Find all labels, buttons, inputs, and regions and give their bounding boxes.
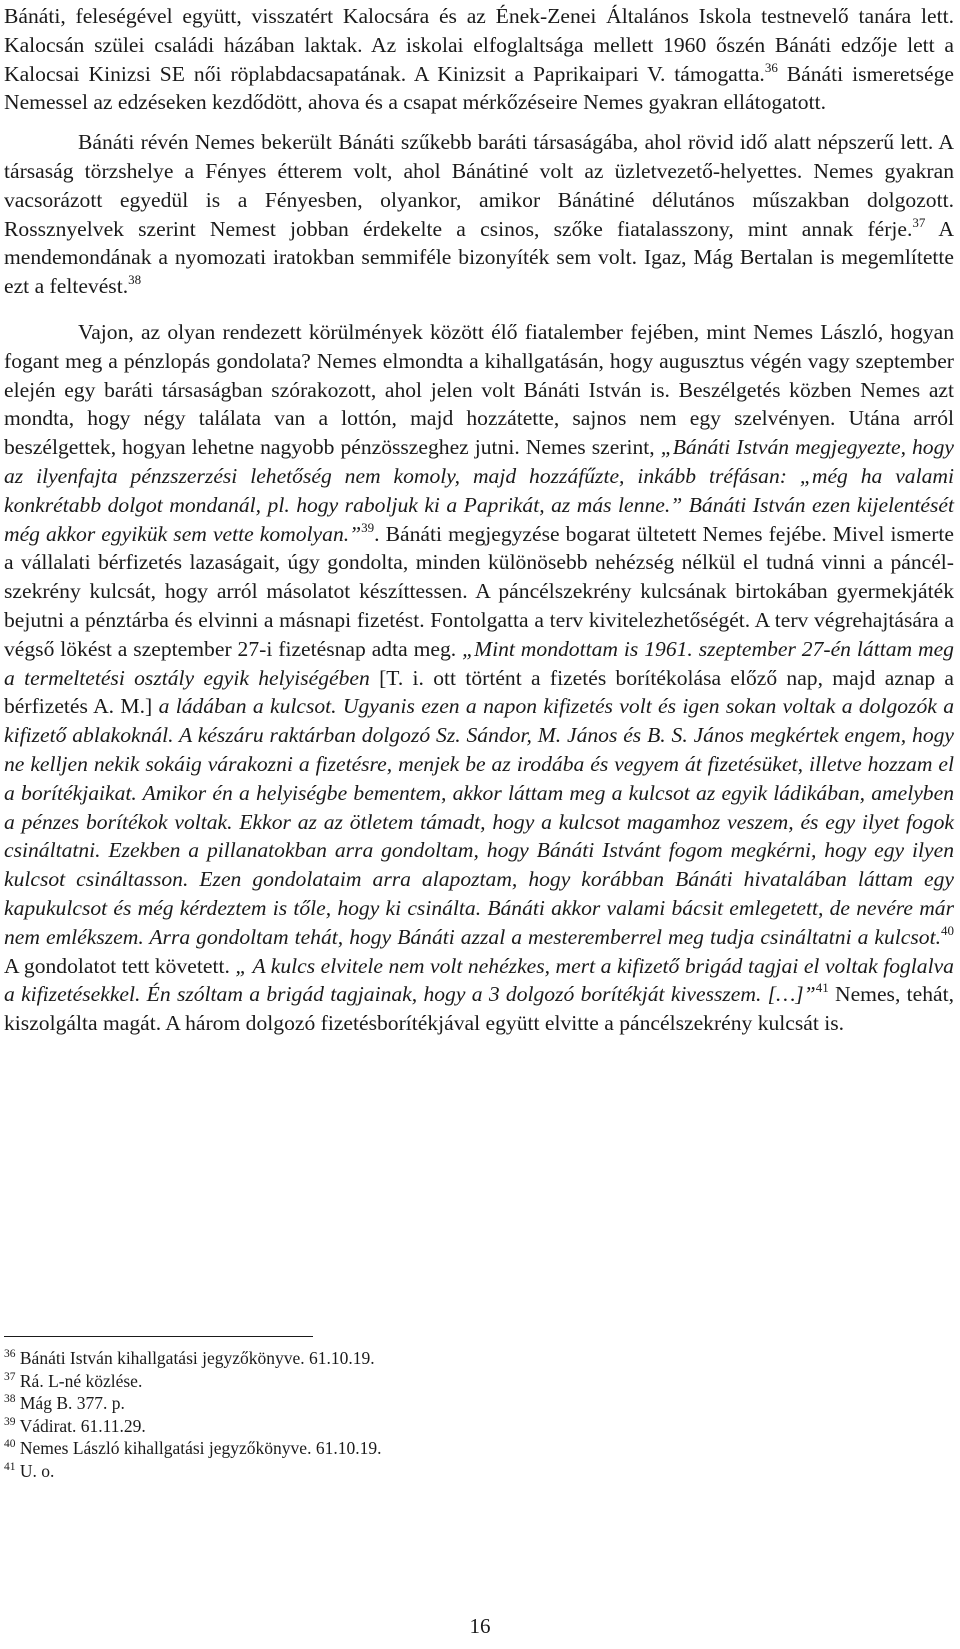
footnote-text: Vádirat. 61.11.29. bbox=[19, 1415, 146, 1436]
paragraph bbox=[4, 2, 954, 117]
footnote-item bbox=[4, 1437, 704, 1460]
footnote-text: Bánáti István kihallgatási jegyzőkönyve. 61.10.19. bbox=[19, 1348, 375, 1368]
footnote-text: Rá. L-né közlése. bbox=[19, 1370, 143, 1391]
footnote-reference: 40 bbox=[941, 922, 954, 938]
quoted-text: „Bánáti István megjegyezte, hogy az ilyenfajta pénzszerzési lehetőség nem komoly, majd hozzáfűzte, inkább tréfásan: „még ha valami konkrétabb dolgot mondanál, pl. hogy raboljuk ki a Paprikát, az más lenne.” Bánáti István ezen kijelentését még akkor egyikük sem vette komolyan.” bbox=[4, 435, 954, 546]
text-run: Vajon, az olyan rendezett körülmények között élő fiatalember fejében, mint Nemes László, hogyan fogant meg a pénzlopás gondolata? Nemes elmondta a kihallgatásán, hogy augusztus végén vagy szeptember elején egy baráti társaságban szórakozott, ahol jelen volt Bánáti István is. Beszélgetés közben Nemes azt mondta, hogy négy találata van a lottón, majd hozzátette, sajnos nem egy szelvényen. Utána arról beszélgettek, hogyan lehetne nagyobb pénzösszeghez jutni. Nemes szerint, bbox=[4, 319, 954, 460]
footnote-number: 37 bbox=[4, 1370, 16, 1383]
text-run: [T. i. ott történt a fizetés borítékolása előző nap, majd aznap a bérfizetés A. M.] bbox=[4, 665, 955, 719]
footnote-text: Nemes László kihallgatási jegyzőkönyve. 61.10.19. bbox=[19, 1438, 382, 1459]
quoted-text: „ A kulcs elvitele nem volt nehézkes, mert a kifizető brigád tagjai el voltak foglalva a kifizetésekkel. Én szóltam a brigád tagjainak, hogy a 3 dolgozó borítékját kivesszem. […]” bbox=[4, 953, 954, 1007]
text-run: . Bánáti megjegyzése bogarat ültetett Nemes fejébe. Mivel ismerte a vállalati bérfizetés lazaságait, úgy gondolta, minden különösebb nehézség nélkül el tudná vinni a páncélszekrény kulcsát, hogy arról másolatot készíttessen. A páncélszekrény kulcsának birtokában gyermekjáték bejutni a pénztárba és elvinni a másnapi fizetést. Fontolgatta a terv kivitelezhetőségét. A terv végrehajtására a végső lökést a szeptember 27-i fizetésnap adta meg. bbox=[4, 521, 954, 661]
footnote-item bbox=[4, 1370, 704, 1393]
footnote-reference: 39 bbox=[361, 519, 375, 535]
footnote-item bbox=[4, 1460, 704, 1483]
footnote-item bbox=[4, 1415, 704, 1438]
footnote-number: 39 bbox=[4, 1415, 16, 1428]
text-run: A mendemondának a nyomozati iratokban semmiféle bizonyíték sem volt. Igaz, Mág Bertalan is megemlítette ezt a feltevést. bbox=[4, 216, 954, 299]
quoted-text: „Mint mondottam is 1961. szeptember 27-én láttam meg a termeltetési osztály egyik helyiségében bbox=[4, 636, 954, 690]
text-run: Bánáti, feleségével együtt, visszatért Kalocsára és az Ének-Zenei Általános Iskola testnevelő tanára lett. Kalocsán szülei családi házában laktak. Az iskolai elfoglaltsága mellett 1960 őszén Bánáti edzője lett a Kalocsai Kinizsi SE női röplabdacsapatának. A Kinizsit a Paprikaipari V. támogatta. bbox=[4, 4, 954, 86]
footnote-separator bbox=[4, 1336, 313, 1337]
text-run: Nemes, tehát, kiszolgálta magát. A három dolgozó fizetésborítékjával együtt elvitte a páncélszekrény kulcsát is. bbox=[4, 982, 954, 1036]
text-run: Bánáti ismeretsége Nemessel az edzéseken kezdődött, ahova és a csapat mérkőzéseire Nemes gyakran ellátogatott. bbox=[4, 61, 954, 115]
footnote-number: 41 bbox=[4, 1460, 16, 1473]
footnote-reference: 36 bbox=[764, 59, 778, 75]
paragraph bbox=[4, 128, 954, 301]
footnote-reference: 37 bbox=[912, 214, 926, 230]
body-text bbox=[4, 2, 954, 1038]
text-run: Bánáti révén Nemes bekerült Bánáti szűkebb baráti társaságába, ahol rövid idő alatt népszerű lett. A társaság törzshelye a Fényes étterem volt, ahol Bánátiné volt az üzletvezető-helyettes. Nemes gyakran vacsorázott egyedül is a Fényesben, olyankor, amikor Bánátiné délutános műszakban dolgozott. Rossznyelvek szerint Nemest jobban érdekelte a csinos, szőke fiatalasszony, mint annak férje. bbox=[4, 130, 954, 241]
quoted-text: a ládában a kulcsot. Ugyanis ezen a napon kifizetés volt és igen sokan voltak a dolgozók a kifizető ablakoknál. A készáru raktárban dolgozó Sz. Sándor, M. János és B. S. János megkértek engem, hogy ne kelljen nekik sokáig várakozni a fizetésre, menjek be az irodába és vegyem át fizetésüket, illetve hozzam el a borítékjaikat. Amikor én a helyiségbe bementem, akkor láttam meg a kulcsot az egyik ládikában, amelyben a pénzes borítékok voltak. Ekkor az az ötletem támadt, hogy a kulcsot magamhoz veszem, és egy ilyet fogok csináltatni. Ezekben a pillanatokban arra gondoltam, hogy Bánáti Istvánt fogom megkérni, hogy egy ilyen kulcsot csináltasson. Ezen gondolataim arra alapoztam, hogy korábban Bánáti hivatalában láttam egy kapukulcsot és még kérdeztem is tőle, hogy ki csinálta. Bánáti akkor valami bácsit emlegetett, de nevére már nem emlékszem. Arra gondoltam tehát, hogy Bánáti azzal a mesteremberrel meg tudja csináltatni a kulcsot. bbox=[4, 694, 954, 949]
footnote-reference: 41 bbox=[815, 980, 829, 996]
footnote-number: 36 bbox=[4, 1348, 16, 1360]
footnote-reference: 38 bbox=[128, 272, 142, 288]
footnote-item bbox=[4, 1392, 704, 1415]
paragraph bbox=[4, 318, 954, 1038]
footnotes bbox=[4, 1347, 704, 1483]
page-number: 16 bbox=[469, 1614, 491, 1638]
footnote-number: 40 bbox=[4, 1438, 16, 1451]
footnote-text: U. o. bbox=[19, 1460, 55, 1481]
footnote-item bbox=[4, 1347, 704, 1370]
footnote-text: Mág B. 377. p. bbox=[19, 1393, 125, 1414]
footnote-number: 38 bbox=[4, 1393, 16, 1406]
text-run: A gondolatot tett követett. bbox=[4, 953, 236, 978]
